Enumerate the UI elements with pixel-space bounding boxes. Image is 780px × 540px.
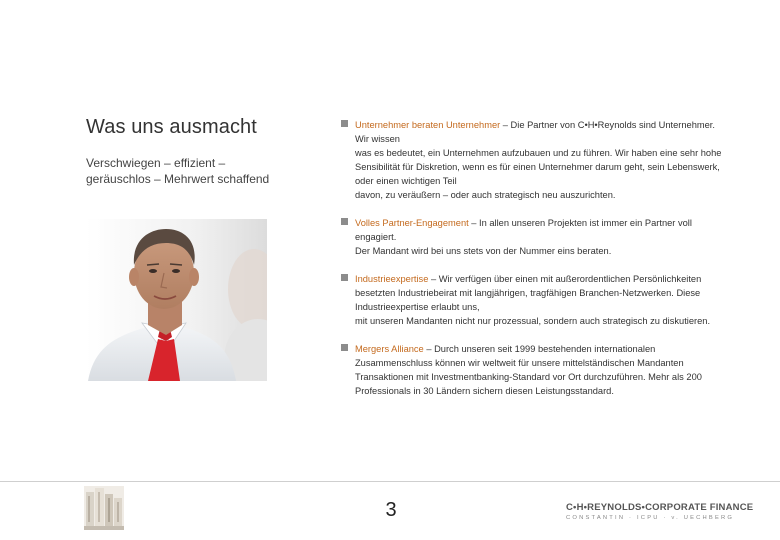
item-text: Transaktionen mit Investmentbanking-Standard vor Ort durchzuführen. Mehr als 200	[355, 372, 702, 382]
item-text: Sensibilität für Diskretion, wenn es für einen Unternehmer darum geht, sein Lebenswerk,	[355, 162, 720, 172]
item-text: oder einen wichtigen Teil	[355, 176, 457, 186]
item-text: – In allen unseren Projekten ist immer ein Partner voll	[468, 218, 692, 228]
footer-divider	[0, 481, 780, 482]
square-bullet-icon	[341, 120, 348, 127]
item-text: – Wir verfügen über einen mit außerordentlichen Persönlichkeiten	[428, 274, 702, 284]
item-text: was es bedeutet, ein Unternehmen aufzubauen und zu führen. Wir haben eine sehr hohe	[355, 148, 722, 158]
item-text: engagiert.	[355, 232, 397, 242]
item-text: Industrieexpertise erlaubt uns,	[355, 302, 480, 312]
building-thumbnail-image	[84, 486, 124, 530]
item-lead: Unternehmer beraten Unternehmer	[355, 120, 501, 130]
subtitle-line: geräuschlos – Mehrwert schaffend	[86, 172, 270, 186]
item-text: Professionals in 30 Ländern sichern diesen Leistungsstandard.	[355, 386, 614, 396]
left-column	[86, 116, 316, 187]
brand-subline: CONSTANTIN · ICPU · v. UECHBERG	[566, 515, 735, 521]
list-item	[341, 216, 761, 258]
item-lead: Volles Partner-Engagement	[355, 218, 469, 228]
page-title: Was uns ausmacht	[86, 116, 257, 138]
building-illustration	[84, 486, 124, 530]
item-text: Der Mandant wird bei uns stets von der Nummer eins beraten.	[355, 246, 612, 256]
subtitle-line: Verschwiegen – effizient –	[86, 156, 226, 170]
brand-name: C•H•REYNOLDS•CORPORATE FINANCE	[566, 502, 754, 513]
item-first-line	[355, 118, 761, 132]
partner-portrait-photo	[86, 219, 267, 381]
item-lead: Mergers Alliance	[355, 344, 424, 354]
item-text: – Durch unseren seit 1999 bestehenden internationalen	[423, 344, 656, 354]
page-number: 3	[385, 499, 397, 521]
item-text: besetzten Industriebeirat mit langjährigen, tragfähigen Branchen-Netzwerken. Diese	[355, 288, 701, 298]
list-item	[341, 272, 761, 328]
square-bullet-icon	[341, 218, 348, 225]
list-item	[341, 118, 761, 202]
item-text: Wir wissen	[355, 134, 400, 144]
item-text: mit unseren Mandanten nicht nur prozessual, sondern auch strategisch zu diskutieren.	[355, 316, 711, 326]
page-subtitle	[86, 155, 316, 187]
content-list	[341, 118, 761, 412]
item-text: Zusammenschluss können wir weltweit für unsere mittelständischen Mandanten	[355, 358, 684, 368]
square-bullet-icon	[341, 274, 348, 281]
list-item	[341, 342, 761, 398]
company-logo	[566, 502, 754, 521]
item-lead: Industrieexpertise	[355, 274, 429, 284]
portrait-illustration	[86, 219, 267, 381]
item-text: – Die Partner von C•H•Reynolds sind Unternehmer.	[500, 120, 715, 130]
item-first-line	[355, 272, 761, 286]
item-first-line	[355, 216, 761, 230]
item-first-line	[355, 342, 761, 356]
item-text: davon, zu veräußern – oder auch strategisch neu auszurichten.	[355, 190, 616, 200]
square-bullet-icon	[341, 344, 348, 351]
